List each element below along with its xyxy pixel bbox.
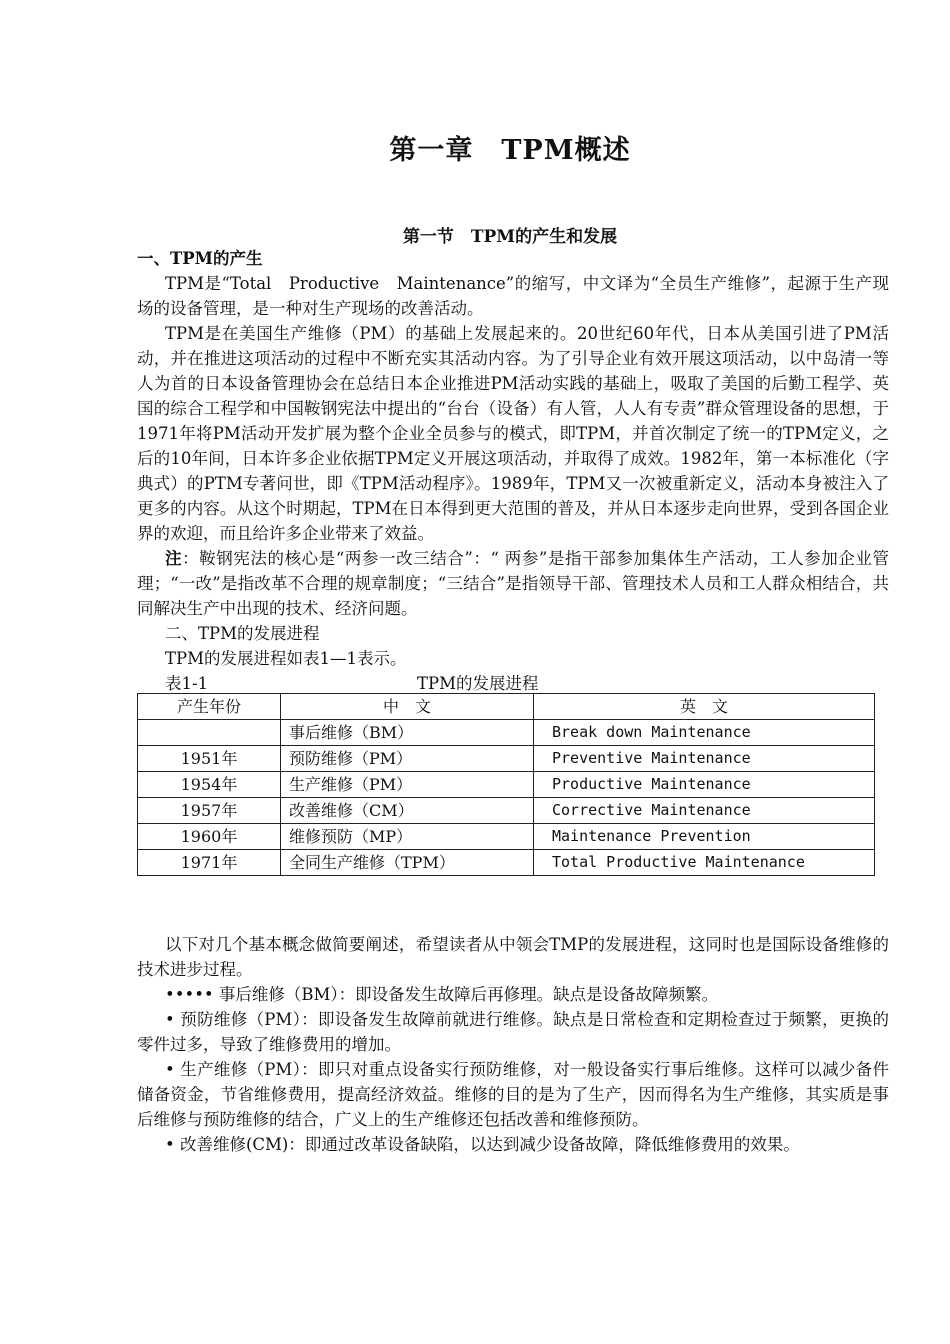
bullet-breakdown-maintenance: ••••• 事后维修（BM）：即设备发生故障后再修理。缺点是设备故障频繁。 [165,985,719,1004]
header-english: 英 文 [534,694,875,720]
table-title: TPM的发展进程 [417,674,539,693]
table-row [138,850,875,876]
heading-tpm-development: 二、TPM的发展进程 [165,624,320,643]
cell-english: Corrective Maintenance [534,798,875,824]
cell-year: 1951年 [138,746,281,772]
table-row [138,824,875,850]
cell-chinese: 事后维修（BM） [281,720,534,746]
header-chinese: 中 文 [281,694,534,720]
bullet-corrective-maintenance: • 改善维修(CM)：即通过改革设备缺陷，以达到减少设备故障，降低维修费用的效果。 [165,1135,800,1154]
paragraph-note [137,546,889,621]
cell-english: Maintenance Prevention [534,824,875,850]
table-row [138,746,875,772]
cell-year: 1960年 [138,824,281,850]
table-caption [137,671,889,695]
cell-chinese: 生产维修（PM） [281,772,534,798]
cell-chinese: 维修预防（MP） [281,824,534,850]
cell-english: Productive Maintenance [534,772,875,798]
cell-chinese: 改善维修（CM） [281,798,534,824]
spacer [137,876,889,932]
bullet-preventive-maintenance: • 预防维修（PM）：即设备发生故障前就进行维修。缺点是日常检查和定期检查过于频繁，更换的零件过多，导致了维修费用的增加。 [137,1010,889,1054]
paragraph-history: TPM是在美国生产维修（PM）的基础上发展起来的。20世纪60年代，日本从美国引进了PM活动，并在推进这项活动的过程中不断充实其活动内容。为了引导企业有效开展这项活动，以中岛清一等人为首的日本设备管理协会在总结日本企业推进PM活动实践的基础上，吸取了美国的后勤工程学、英国的综合工程学和中国鞍钢宪法中提出的“台台（设备）有人管，人人有专责”群众管理设备的思想，于1971年将PM活动开发扩展为整个企业全员参与的模式，即TPM，并首次制定了统一的TPM定义，之后的10年间，日本许多企业依据TPM定义开展这项活动，并取得了成效。1982年，第一本标准化（字典式）的PTM专著问世，即《TPM活动程序》。1989年，TPM又一次被重新定义，活动本身被注入了更多的内容。从这个时期起，TPM在日本得到更大范围的普及，并从日本逐步走向世界，受到各国企业界的欢迎，而且给许多企业带来了效益。 [137,324,889,543]
chapter-title: 第一章 TPM概述 [389,135,631,166]
section-title: 第一节 TPM的产生和发展 [402,227,618,247]
table-number: 表1-1 [165,674,209,693]
cell-year: 1957年 [138,798,281,824]
cell-chinese: 全同生产维修（TPM） [281,850,534,876]
heading-tpm-origin: 一、TPM的产生 [137,249,263,268]
table-row [138,720,875,746]
paragraph-table-intro: TPM的发展进程如表1—1表示。 [165,649,407,668]
cell-year: 1954年 [138,772,281,798]
table-header-row [138,694,875,720]
cell-year: 1971年 [138,850,281,876]
table-row [138,772,875,798]
header-year: 产生年份 [138,694,281,720]
document-body [137,246,889,1157]
cell-english: Total Productive Maintenance [534,850,875,876]
note-label: 注 [165,549,183,568]
bullet-productive-maintenance: • 生产维修（PM）：即只对重点设备实行预防维修，对一般设备实行事后维修。这样可以减少备件储备资金，节省维修费用，提高经济效益。维修的目的是为了生产，因而得名为生产维修，其实质是事后维修与预防维修的结合，广义上的生产维修还包括改善和维修预防。 [137,1060,889,1129]
cell-english: Preventive Maintenance [534,746,875,772]
development-table [137,693,875,876]
paragraph-definition: TPM是“Total Productive Maintenance”的缩写，中文译为“全员生产维修”，起源于生产现场的设备管理，是一种对生产现场的改善活动。 [137,274,889,318]
cell-english: Break down Maintenance [534,720,875,746]
cell-chinese: 预防维修（PM） [281,746,534,772]
paragraph-concepts-intro: 以下对几个基本概念做简要阐述，希望读者从中领会TMP的发展进程，这同时也是国际设备维修的技术进步过程。 [137,935,889,979]
note-text: ：鞍钢宪法的核心是“两参一改三结合”：“ 两参”是指干部参加集体生产活动，工人参加企业管理；“一改”是指改革不合理的规章制度；“三结合”是指领导干部、管理技术人员和工人群众相结合，共同解决生产中出现的技术、经济问题。 [137,549,889,618]
cell-year [138,720,281,746]
table-row [138,798,875,824]
